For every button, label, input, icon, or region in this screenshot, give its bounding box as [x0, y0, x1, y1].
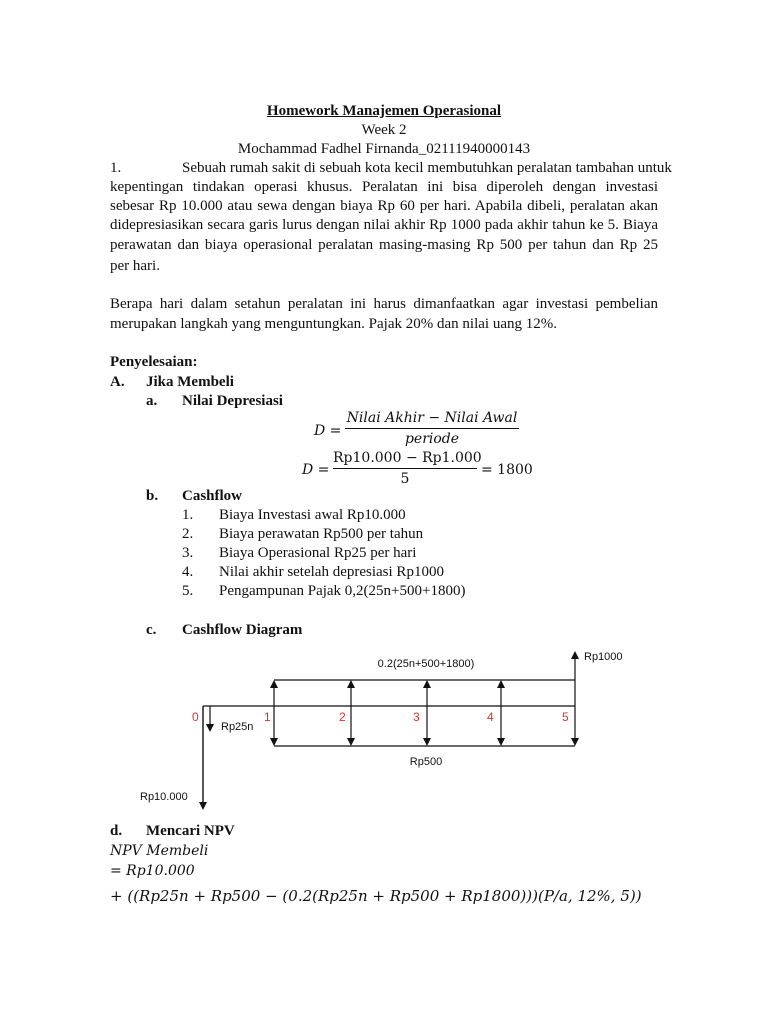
- depreciation-label: Nilai Depresiasi: [182, 393, 283, 409]
- question-line-2: merupakan langkah yang menguntungkan. Pajak 20% dan nilai uang 12%.: [110, 316, 557, 332]
- period-label-4: 4: [487, 710, 494, 724]
- document-title: Homework Manajemen Operasional: [266, 103, 502, 119]
- npv-label: Mencari NPV: [146, 823, 235, 839]
- period-label-3: 3: [413, 710, 420, 724]
- period-label-2: 2: [339, 710, 346, 724]
- problem-line-4: didepresiasikan secara garis lurus dengan nilai akhir Rp 1000 pada akhir tahun ke 5. Biaya: [110, 217, 658, 233]
- formula1-denominator: periode: [404, 431, 460, 447]
- section-a-letter: A.: [110, 374, 125, 390]
- cashflow-item-text: Biaya perawatan Rp500 per tahun: [219, 526, 424, 542]
- question-line-1: Berapa hari dalam setahun peralatan ini harus dimanfaatkan agar investasi pembelian: [110, 296, 658, 312]
- npv-line-3: + ((Rp25n + Rp500 − (0.2(Rp25n + Rp500 + Rp1800)))(P/a, 12%, 5)): [110, 887, 642, 905]
- cashflow-item-text: Pengampunan Pajak 0,2(25n+500+1800): [219, 583, 466, 599]
- formula2-lhs: D =: [302, 462, 330, 478]
- formula1-numerator: Nilai Akhir − Nilai Awal: [346, 410, 518, 426]
- section-a-label: Jika Membeli: [146, 374, 234, 390]
- problem-line-5: perawatan dan biaya operasional peralatan masing-masing Rp 500 per tahun dan Rp 25: [110, 237, 658, 253]
- problem-line-6: per hari.: [110, 258, 160, 274]
- cashflow-item-number: 4.: [182, 564, 194, 580]
- cashflow-item-number: 5.: [182, 583, 194, 599]
- npv-line-1: NPV Membeli: [110, 843, 209, 859]
- week-label: Week 2: [361, 122, 407, 138]
- formula2-numerator: Rp10.000 − Rp1.000: [333, 450, 482, 466]
- tax-savings-label: 0.2(25n+500+1800): [377, 658, 475, 670]
- investment-label: Rp10.000: [140, 791, 188, 803]
- problem-line-2: kepentingan tindakan operasi khusus. Peralatan ini bisa diperoleh dengan investasi: [110, 179, 658, 195]
- period-label-5: 5: [562, 710, 569, 724]
- cashflow-item-text: Biaya Operasional Rp25 per hari: [219, 545, 417, 561]
- author-line: Mochammad Fadhel Firnanda_02111940000143: [237, 141, 531, 157]
- solution-heading: Penyelesaian:: [110, 354, 198, 370]
- depreciation-letter: a.: [146, 393, 158, 409]
- salvage-label: Rp1000: [584, 651, 623, 663]
- op-cost-label: Rp25n: [221, 721, 254, 733]
- problem-number: 1.: [110, 160, 122, 176]
- formula1-lhs: D =: [314, 423, 342, 439]
- diagram-letter: c.: [146, 622, 157, 638]
- cashflow-item-number: 1.: [182, 507, 194, 523]
- diagram-label: Cashflow Diagram: [182, 622, 303, 638]
- cashflow-letter: b.: [146, 488, 159, 504]
- period-label-1: 1: [264, 710, 271, 724]
- npv-letter: d.: [110, 823, 123, 839]
- formula2-denominator: 5: [400, 471, 410, 487]
- problem-line-1: Sebuah rumah sakit di sebuah kota kecil membutuhkan peralatan tambahan untuk: [182, 160, 672, 176]
- cashflow-item-number: 3.: [182, 545, 194, 561]
- cashflow-item-text: Biaya Investasi awal Rp10.000: [219, 507, 406, 523]
- cashflow-label: Cashflow: [182, 488, 243, 504]
- period-label-0: 0: [192, 710, 199, 724]
- cashflow-item-number: 2.: [182, 526, 194, 542]
- formula2-result: = 1800: [481, 462, 533, 478]
- npv-line-2: = Rp10.000: [110, 863, 195, 879]
- maintenance-label: Rp500: [409, 756, 443, 768]
- problem-line-3: sebesar Rp 10.000 atau sewa dengan biaya Rp 60 per hari. Apabila dibeli, peralatan akan: [110, 198, 658, 214]
- cashflow-item-text: Nilai akhir setelah depresiasi Rp1000: [219, 564, 444, 580]
